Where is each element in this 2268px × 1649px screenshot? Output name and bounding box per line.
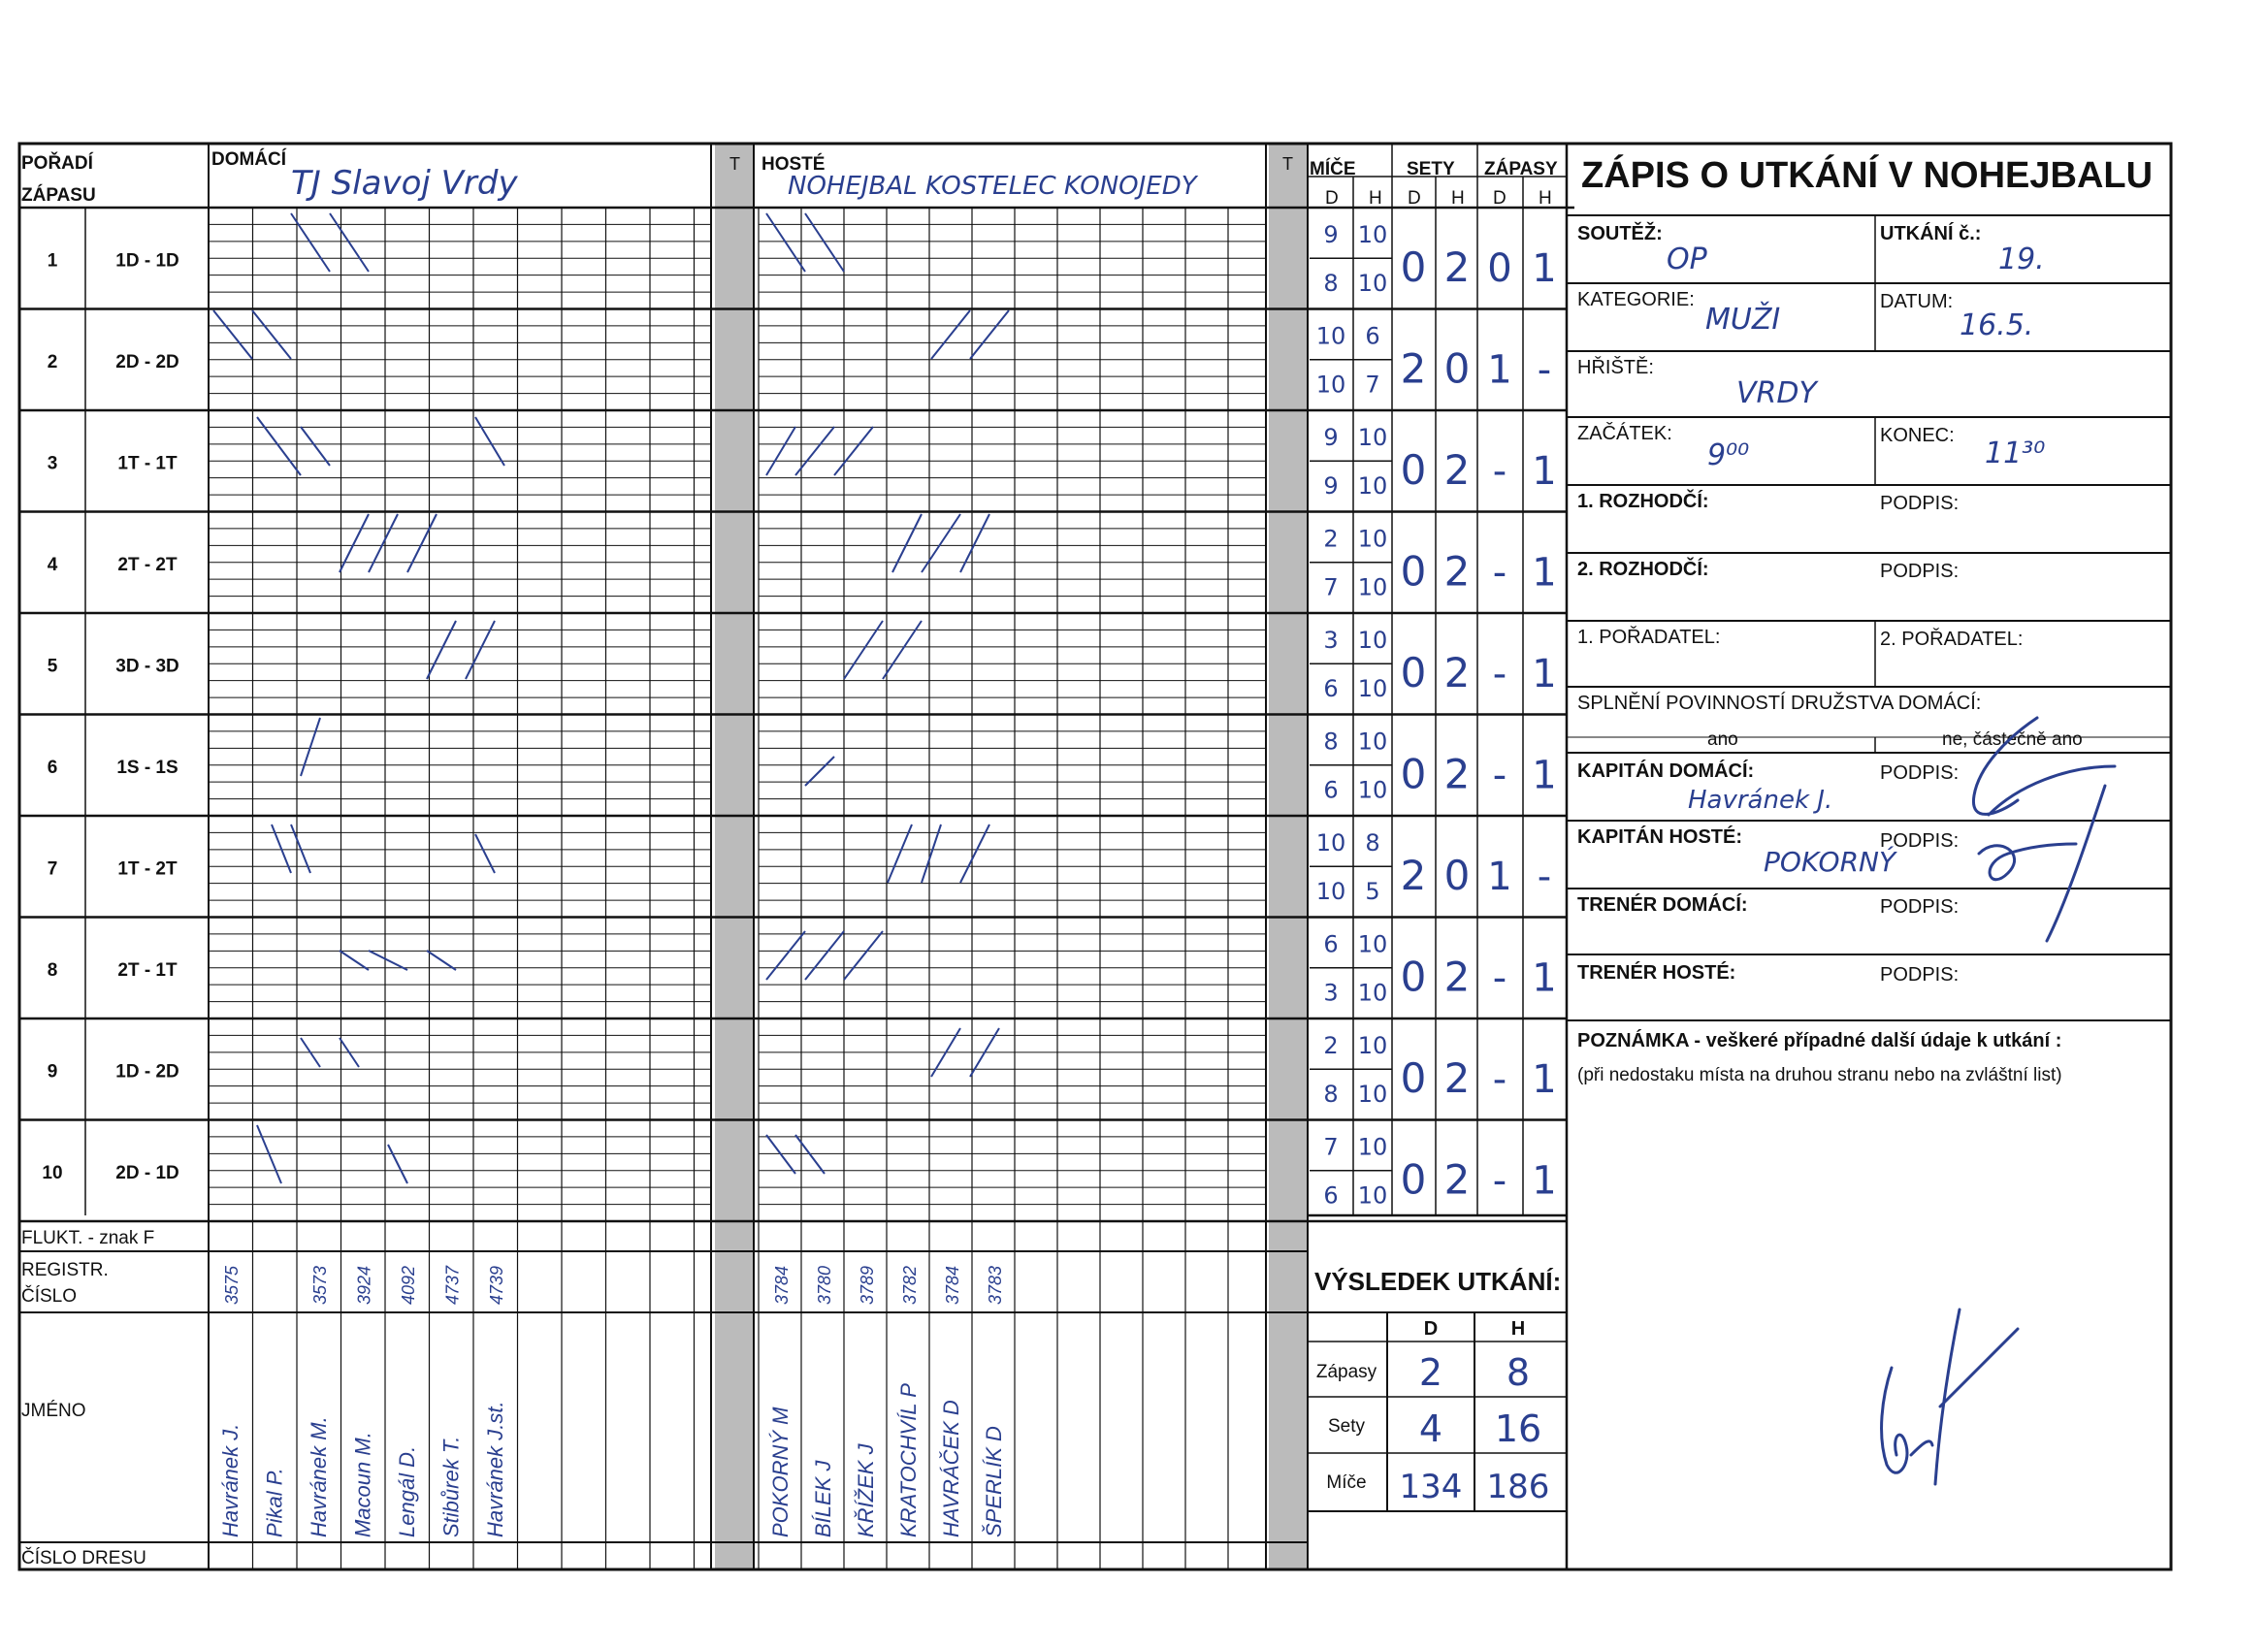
home-player-name: Havránek M. bbox=[307, 1416, 331, 1537]
sety-label: SETY bbox=[1407, 159, 1455, 179]
mice-set2-home: 8 bbox=[1323, 270, 1339, 297]
referee-signature bbox=[1863, 1300, 2057, 1494]
tally-stroke bbox=[844, 931, 883, 980]
mice-set1-guest: 10 bbox=[1357, 728, 1388, 756]
mice-set1-guest: 10 bbox=[1357, 1133, 1388, 1161]
kapitan-domaci-podpis-label: PODPIS: bbox=[1880, 762, 1960, 784]
zapasy-guest: - bbox=[1537, 347, 1552, 393]
mice-set2-guest: 5 bbox=[1365, 878, 1380, 905]
tally-stroke bbox=[330, 213, 369, 272]
tally-stroke bbox=[922, 514, 960, 572]
tally-stroke bbox=[340, 951, 369, 970]
tally-stroke bbox=[960, 824, 989, 883]
sety-home: 0 bbox=[1400, 1155, 1427, 1204]
t-column-home bbox=[715, 144, 754, 1569]
tally-stroke bbox=[805, 213, 844, 272]
tally-stroke bbox=[272, 824, 291, 873]
guest-player-name: ŠPERLÍK D bbox=[982, 1426, 1006, 1537]
tally-stroke bbox=[340, 514, 369, 572]
home-player-reg: 3924 bbox=[354, 1265, 374, 1305]
zapasy-home: - bbox=[1492, 550, 1507, 596]
tally-stroke bbox=[795, 1135, 825, 1174]
match-type: 1S - 1S bbox=[116, 757, 178, 778]
kapitan-hoste-label: KAPITÁN HOSTÉ: bbox=[1577, 826, 1742, 848]
sety-home: 0 bbox=[1400, 1054, 1427, 1102]
match-number: 6 bbox=[47, 757, 58, 778]
zapasy-home: - bbox=[1492, 1158, 1507, 1204]
kategorie-label: KATEGORIE: bbox=[1577, 289, 1695, 310]
utkani-value[interactable]: 19. bbox=[1998, 242, 2045, 276]
mice-set1-guest: 10 bbox=[1357, 424, 1388, 451]
home-player-name: Havránek J.st. bbox=[483, 1401, 507, 1537]
t-label-guest: T bbox=[1282, 154, 1293, 174]
rozhodci2-label: 2. ROZHODČÍ: bbox=[1577, 559, 1709, 580]
zapasu-label: ZÁPASU bbox=[21, 185, 96, 206]
splneni-label: SPLNĚNÍ POVINNOSTÍ DRUŽSTVA DOMÁCÍ: bbox=[1577, 693, 1982, 714]
match-number: 9 bbox=[47, 1061, 58, 1083]
konec-value[interactable]: 11³⁰ bbox=[1985, 436, 2046, 470]
trener-hoste-label: TRENÉR HOSTÉ: bbox=[1577, 962, 1736, 984]
mice-set1-home: 3 bbox=[1323, 627, 1339, 654]
mice-set1-home: 2 bbox=[1323, 525, 1339, 553]
kategorie-value[interactable]: MUŽI bbox=[1705, 303, 1781, 337]
guest-player-name: KŘÍŽEK J bbox=[854, 1443, 878, 1537]
match-type: 2T - 1T bbox=[117, 959, 178, 981]
zapasy-home: - bbox=[1492, 449, 1507, 494]
guest-player-name: HAVRÁČEK D bbox=[939, 1400, 963, 1537]
hriste-value[interactable]: VRDY bbox=[1736, 376, 1817, 410]
mice-set1-guest: 10 bbox=[1357, 930, 1388, 958]
tally-stroke bbox=[766, 427, 795, 475]
result-sety-label: Sety bbox=[1327, 1416, 1366, 1437]
sety-guest: 2 bbox=[1443, 243, 1471, 291]
sety-guest: 2 bbox=[1443, 649, 1471, 696]
sety-guest: 2 bbox=[1443, 446, 1471, 494]
poradatel2-label: 2. POŘADATEL: bbox=[1880, 629, 2024, 650]
match-type: 3D - 3D bbox=[115, 656, 179, 677]
domaci-label: DOMÁCÍ bbox=[211, 149, 287, 170]
sety-home: 0 bbox=[1400, 649, 1427, 696]
match-type: 2D - 1D bbox=[115, 1162, 179, 1183]
mice-set2-home: 6 bbox=[1323, 675, 1339, 702]
trener-domaci-podpis-label: PODPIS: bbox=[1880, 896, 1960, 918]
sheet-title: ZÁPIS O UTKÁNÍ V NOHEJBALU bbox=[1581, 155, 2154, 196]
guest-player-reg: 3789 bbox=[858, 1265, 877, 1305]
sety-h-header: H bbox=[1451, 188, 1465, 209]
tally-stroke bbox=[834, 427, 873, 475]
result-d-header: D bbox=[1423, 1318, 1439, 1340]
tally-stroke bbox=[301, 427, 330, 466]
result-zapasy-d: 2 bbox=[1418, 1351, 1443, 1394]
mice-set1-home: 10 bbox=[1315, 322, 1346, 350]
match-type: 2T - 2T bbox=[117, 554, 178, 575]
mice-set1-guest: 8 bbox=[1365, 829, 1380, 857]
mice-set2-guest: 10 bbox=[1357, 270, 1388, 297]
mice-set2-home: 9 bbox=[1323, 472, 1339, 500]
sety-guest: 0 bbox=[1443, 852, 1471, 899]
match-number: 1 bbox=[47, 250, 58, 272]
tally-stroke bbox=[805, 931, 844, 980]
zapasy-guest: 1 bbox=[1532, 246, 1557, 291]
zapasy-home: - bbox=[1492, 652, 1507, 696]
rozhodci1-label: 1. ROZHODČÍ: bbox=[1577, 491, 1709, 512]
mice-d-header: D bbox=[1325, 188, 1339, 209]
tally-stroke bbox=[475, 834, 495, 873]
match-number: 2 bbox=[47, 351, 58, 372]
trener-hoste-podpis-label: PODPIS: bbox=[1880, 964, 1960, 986]
match-number: 4 bbox=[47, 554, 58, 575]
splneni-castecne[interactable]: ne, částečně ano bbox=[1942, 729, 2083, 750]
zapasy-guest: 1 bbox=[1532, 1158, 1557, 1204]
zapasy-guest: 1 bbox=[1532, 550, 1557, 596]
tally-stroke bbox=[892, 514, 922, 572]
mice-set2-home: 10 bbox=[1315, 371, 1346, 399]
flukt-label: FLUKT. - znak F bbox=[21, 1228, 155, 1248]
match-number: 10 bbox=[42, 1162, 63, 1183]
trener-domaci-label: TRENÉR DOMÁCÍ: bbox=[1577, 894, 1748, 916]
guest-player-reg: 3780 bbox=[815, 1265, 834, 1305]
result-sety-h: 16 bbox=[1494, 1407, 1542, 1450]
tally-stroke bbox=[766, 931, 805, 980]
result-h-header: H bbox=[1510, 1318, 1526, 1340]
home-player-reg: 4739 bbox=[487, 1265, 506, 1305]
sety-guest: 2 bbox=[1443, 1155, 1471, 1204]
mice-set1-home: 7 bbox=[1323, 1133, 1339, 1161]
datum-value[interactable]: 16.5. bbox=[1960, 308, 2034, 342]
mice-set2-guest: 10 bbox=[1357, 573, 1388, 601]
tally-stroke bbox=[888, 824, 912, 883]
match-type: 1T - 1T bbox=[117, 453, 178, 474]
match-number: 5 bbox=[47, 656, 58, 677]
guest-team-name: NOHEJBAL KOSTELEC KONOJEDY bbox=[788, 172, 1197, 201]
tally-stroke bbox=[766, 213, 805, 272]
t-label-home: T bbox=[729, 154, 740, 174]
kapitan-hoste-value[interactable]: POKORNÝ bbox=[1764, 846, 1896, 878]
hriste-label: HŘIŠTĚ: bbox=[1577, 357, 1654, 378]
sety-home: 0 bbox=[1400, 953, 1427, 1001]
tally-stroke bbox=[291, 824, 310, 873]
mice-set2-home: 6 bbox=[1323, 776, 1339, 804]
mice-set2-home: 3 bbox=[1323, 979, 1339, 1007]
mice-set2-home: 8 bbox=[1323, 1081, 1339, 1108]
guest-player-reg: 3782 bbox=[900, 1265, 920, 1305]
mice-set2-guest: 10 bbox=[1357, 1181, 1388, 1210]
tally-stroke bbox=[475, 417, 504, 466]
mice-set1-guest: 10 bbox=[1357, 627, 1388, 654]
zapasy-home: - bbox=[1492, 1057, 1507, 1102]
tally-stroke bbox=[427, 951, 456, 970]
result-mice-d: 134 bbox=[1399, 1468, 1463, 1506]
tally-stroke bbox=[805, 757, 834, 786]
mice-set1-guest: 10 bbox=[1357, 1032, 1388, 1059]
guest-player-name: KRATOCHVÍL P bbox=[896, 1383, 921, 1537]
home-player-name: Lengál D. bbox=[395, 1445, 419, 1537]
captain-signatures bbox=[1921, 708, 2144, 951]
sety-home: 2 bbox=[1400, 852, 1427, 899]
mice-set1-guest: 6 bbox=[1365, 322, 1380, 350]
zapasy-home: 1 bbox=[1487, 855, 1512, 899]
tally-stroke bbox=[213, 310, 252, 359]
home-player-reg: 3575 bbox=[222, 1265, 242, 1305]
zapasy-d-header: D bbox=[1493, 188, 1507, 209]
home-player-reg: 3573 bbox=[310, 1265, 330, 1305]
sety-home: 0 bbox=[1400, 446, 1427, 494]
sety-home: 0 bbox=[1400, 547, 1427, 596]
hoste-label: HOSTÉ bbox=[761, 154, 826, 175]
rozhodci2-podpis-label: PODPIS: bbox=[1880, 561, 1960, 582]
t-column-guest bbox=[1269, 144, 1308, 1569]
mice-h-header: H bbox=[1369, 188, 1382, 209]
mice-set1-guest: 10 bbox=[1357, 221, 1388, 248]
mice-set1-home: 10 bbox=[1315, 829, 1346, 857]
mice-set2-guest: 10 bbox=[1357, 776, 1388, 804]
sety-home: 2 bbox=[1400, 344, 1427, 393]
home-player-reg: 4737 bbox=[442, 1265, 463, 1305]
zapasy-home: 1 bbox=[1487, 347, 1512, 393]
zapasy-guest: 1 bbox=[1532, 955, 1557, 1001]
mice-set1-home: 2 bbox=[1323, 1032, 1339, 1059]
tally-stroke bbox=[922, 824, 941, 883]
result-mice-h: 186 bbox=[1486, 1468, 1550, 1506]
match-number: 7 bbox=[47, 858, 58, 880]
result-title: VÝSLEDEK UTKÁNÍ: bbox=[1314, 1267, 1562, 1296]
konec-label: KONEC: bbox=[1880, 425, 1955, 446]
kapitan-domaci-value[interactable]: Havránek J. bbox=[1688, 786, 1833, 815]
sety-d-header: D bbox=[1408, 188, 1421, 209]
mice-set1-home: 9 bbox=[1323, 424, 1339, 451]
guest-player-name: BÍLEK J bbox=[811, 1460, 835, 1537]
soutez-label: SOUTĚŽ: bbox=[1577, 223, 1663, 244]
tally-stroke bbox=[931, 310, 970, 359]
zapasy-guest: 1 bbox=[1532, 652, 1557, 696]
zapasy-guest: 1 bbox=[1532, 449, 1557, 494]
mice-set1-home: 8 bbox=[1323, 728, 1339, 756]
poznamka-note: (při nedostaku místa na druhou stranu nebo na zvláštní list) bbox=[1577, 1065, 2062, 1085]
home-player-name: Pikal P. bbox=[262, 1468, 287, 1537]
result-zapasy-label: Zápasy bbox=[1315, 1362, 1377, 1382]
zapasy-home: 0 bbox=[1487, 246, 1512, 291]
rozhodci1-podpis-label: PODPIS: bbox=[1880, 493, 1960, 514]
cislo-label: ČÍSLO bbox=[21, 1286, 78, 1307]
tally-stroke bbox=[970, 310, 1009, 359]
sety-guest: 0 bbox=[1443, 344, 1471, 393]
utkani-label: UTKÁNÍ č.: bbox=[1880, 223, 1982, 244]
tally-stroke bbox=[252, 310, 291, 359]
guest-player-name: POKORNÝ M bbox=[768, 1406, 793, 1537]
match-type: 1D - 2D bbox=[115, 1061, 179, 1083]
zacatek-value[interactable]: 9⁰⁰ bbox=[1707, 438, 1750, 472]
mice-set1-guest: 10 bbox=[1357, 525, 1388, 553]
datum-label: DATUM: bbox=[1880, 291, 1954, 312]
sety-guest: 2 bbox=[1443, 953, 1471, 1001]
guest-player-reg: 3784 bbox=[943, 1265, 962, 1305]
home-player-name: Havránek J. bbox=[218, 1423, 243, 1537]
tally-stroke bbox=[369, 514, 398, 572]
sety-home: 0 bbox=[1400, 750, 1427, 798]
tally-stroke bbox=[407, 514, 437, 572]
tally-stroke bbox=[388, 1145, 407, 1183]
mice-set1-home: 6 bbox=[1323, 930, 1339, 958]
zapasy-guest: - bbox=[1537, 855, 1552, 899]
poznamka-label: POZNÁMKA - veškeré případné další údaje k utkání : bbox=[1577, 1030, 2062, 1051]
mice-set1-home: 9 bbox=[1323, 221, 1339, 248]
match-type: 1D - 1D bbox=[115, 250, 179, 272]
mice-set2-guest: 10 bbox=[1357, 979, 1388, 1007]
tally-stroke bbox=[301, 718, 320, 776]
zacatek-label: ZAČÁTEK: bbox=[1577, 423, 1672, 444]
mice-set2-home: 7 bbox=[1323, 573, 1339, 601]
jmeno-label: JMÉNO bbox=[21, 1401, 86, 1421]
mice-set2-home: 10 bbox=[1315, 878, 1346, 905]
result-mice-label: Míče bbox=[1326, 1472, 1367, 1493]
zapasy-label: ZÁPASY bbox=[1484, 159, 1558, 179]
sety-guest: 2 bbox=[1443, 547, 1471, 596]
mice-label: MÍČE bbox=[1310, 159, 1356, 179]
soutez-value[interactable]: OP bbox=[1667, 242, 1707, 276]
sety-home: 0 bbox=[1400, 243, 1427, 291]
mice-set2-guest: 10 bbox=[1357, 472, 1388, 500]
mice-set2-guest: 10 bbox=[1357, 1081, 1388, 1108]
tally-stroke bbox=[369, 951, 407, 970]
match-type: 2D - 2D bbox=[115, 351, 179, 372]
match-number: 3 bbox=[47, 453, 58, 474]
kapitan-domaci-label: KAPITÁN DOMÁCÍ: bbox=[1577, 760, 1755, 782]
kapitan-hoste-podpis-label: PODPIS: bbox=[1880, 830, 1960, 852]
home-player-name: Stibůrek T. bbox=[438, 1436, 464, 1537]
zapasy-guest: 1 bbox=[1532, 1057, 1557, 1102]
cislo-dresu-label: ČÍSLO DRESU bbox=[21, 1548, 146, 1568]
mice-set2-guest: 10 bbox=[1357, 675, 1388, 702]
sety-guest: 2 bbox=[1443, 1054, 1471, 1102]
registr-label: REGISTR. bbox=[21, 1260, 109, 1280]
guest-player-reg: 3783 bbox=[986, 1265, 1005, 1305]
home-team-name: TJ Slavoj Vrdy bbox=[291, 164, 518, 203]
zapasy-home: - bbox=[1492, 955, 1507, 1001]
tally-stroke bbox=[960, 514, 989, 572]
zapasy-guest: 1 bbox=[1532, 753, 1557, 798]
mice-set2-home: 6 bbox=[1323, 1181, 1339, 1210]
home-player-name: Macoun M. bbox=[350, 1432, 375, 1537]
match-number: 8 bbox=[47, 959, 58, 981]
poradi-label: POŘADÍ bbox=[21, 153, 93, 174]
tally-stroke bbox=[257, 1125, 281, 1183]
tally-stroke bbox=[766, 1135, 795, 1174]
result-zapasy-h: 8 bbox=[1506, 1351, 1531, 1394]
guest-player-reg: 3784 bbox=[772, 1265, 792, 1305]
result-sety-d: 4 bbox=[1418, 1407, 1443, 1450]
sety-guest: 2 bbox=[1443, 750, 1471, 798]
mice-set2-guest: 7 bbox=[1365, 371, 1380, 399]
poradatel1-label: 1. POŘADATEL: bbox=[1577, 627, 1721, 648]
splneni-ano[interactable]: ano bbox=[1707, 729, 1738, 750]
zapasy-home: - bbox=[1492, 753, 1507, 798]
tally-stroke bbox=[257, 417, 301, 475]
home-player-reg: 4092 bbox=[399, 1265, 418, 1305]
match-type: 1T - 2T bbox=[117, 858, 178, 880]
zapasy-h-header: H bbox=[1539, 188, 1552, 209]
